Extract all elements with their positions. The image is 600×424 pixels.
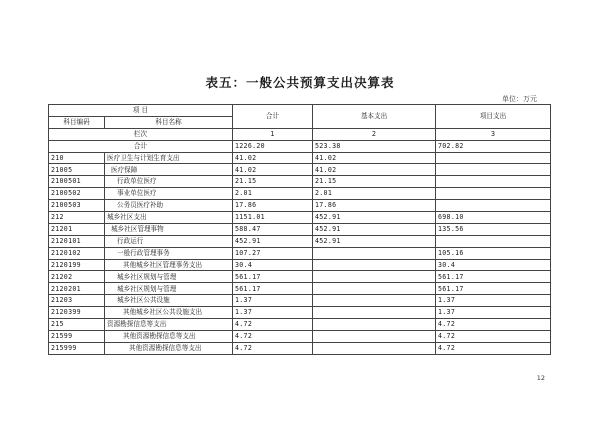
header-row-1: [49, 105, 551, 117]
sum-label: 合计: [49, 140, 233, 152]
header-total: 合计: [233, 105, 313, 129]
table-row: [49, 271, 551, 283]
row-total: 107.27: [233, 247, 313, 259]
row-name: 城乡社区规划与管理: [105, 271, 233, 283]
header-name: 科目名称: [105, 116, 233, 128]
row-name: 城乡社区支出: [105, 212, 233, 224]
row-basic: [313, 307, 436, 319]
table-row: [49, 319, 551, 331]
sum-row: [49, 140, 551, 152]
row-code: 21599: [49, 330, 105, 342]
row-total: 30.4: [233, 259, 313, 271]
row-project: 4.72: [436, 319, 551, 331]
row-name: 事业单位医疗: [105, 188, 233, 200]
row-project: 1.37: [436, 295, 551, 307]
table-row: [49, 188, 551, 200]
row-project: [436, 200, 551, 212]
row-name: 行政运行: [105, 235, 233, 247]
row-total: 1151.01: [233, 212, 313, 224]
row-total: 561.17: [233, 271, 313, 283]
header-basic: 基本支出: [313, 105, 436, 129]
row-code: 2100503: [49, 200, 105, 212]
row-code: 2120399: [49, 307, 105, 319]
row-project: 30.4: [436, 259, 551, 271]
row-total: 452.91: [233, 235, 313, 247]
page-title: 表五：一般公共预算支出决算表: [205, 75, 395, 90]
row-name: 资源勘探信息等支出: [105, 319, 233, 331]
table-row: [49, 152, 551, 164]
row-basic: [313, 271, 436, 283]
row-project: [436, 188, 551, 200]
table-row: [49, 283, 551, 295]
row-code: 210: [49, 152, 105, 164]
row-basic: [313, 342, 436, 354]
row-code: 212: [49, 212, 105, 224]
header-project-expense: 项目支出: [436, 105, 551, 129]
column-index-2: 2: [313, 128, 436, 140]
row-total: 21.15: [233, 176, 313, 188]
row-project: 698.10: [436, 212, 551, 224]
row-total: 41.02: [233, 152, 313, 164]
row-name: 其他资源勘探信息等支出: [105, 330, 233, 342]
table-row: [49, 164, 551, 176]
table-row: [49, 330, 551, 342]
row-code: 21201: [49, 223, 105, 235]
row-project: 1.37: [436, 307, 551, 319]
row-code: 21202: [49, 271, 105, 283]
table-row: [49, 295, 551, 307]
table-row: [49, 223, 551, 235]
row-total: 588.47: [233, 223, 313, 235]
row-basic: 2.01: [313, 188, 436, 200]
column-index-row: [49, 128, 551, 140]
row-code: 21203: [49, 295, 105, 307]
row-basic: [313, 295, 436, 307]
column-index-label: 栏次: [49, 128, 233, 140]
row-basic: [313, 259, 436, 271]
row-name: 城乡社区规划与管理: [105, 283, 233, 295]
row-code: 2120201: [49, 283, 105, 295]
sum-total: 1226.20: [233, 140, 313, 152]
row-project: 4.72: [436, 342, 551, 354]
table-row: [49, 259, 551, 271]
row-basic: 452.91: [313, 235, 436, 247]
row-project: 105.16: [436, 247, 551, 259]
row-basic: 41.02: [313, 152, 436, 164]
row-total: 4.72: [233, 319, 313, 331]
row-project: 4.72: [436, 330, 551, 342]
row-name: 医疗保障: [105, 164, 233, 176]
table-row: [49, 176, 551, 188]
row-name: 其他城乡社区公共设施支出: [105, 307, 233, 319]
row-name: 医疗卫生与计划生育支出: [105, 152, 233, 164]
row-code: 2120102: [49, 247, 105, 259]
row-name: 城乡社区公共设施: [105, 295, 233, 307]
unit-label: 单位：万元: [502, 95, 537, 103]
row-project: 561.17: [436, 283, 551, 295]
table-row: [49, 235, 551, 247]
row-basic: 452.91: [313, 223, 436, 235]
sum-basic: 523.38: [313, 140, 436, 152]
row-total: 41.02: [233, 164, 313, 176]
row-code: 21005: [49, 164, 105, 176]
row-name: 行政单位医疗: [105, 176, 233, 188]
row-code: 2120199: [49, 259, 105, 271]
row-total: 4.72: [233, 342, 313, 354]
row-project: 135.56: [436, 223, 551, 235]
row-code: 215999: [49, 342, 105, 354]
row-code: 215: [49, 319, 105, 331]
row-total: 1.37: [233, 307, 313, 319]
column-index-1: 1: [233, 128, 313, 140]
row-basic: [313, 283, 436, 295]
row-name: 其他资源勘探信息等支出: [105, 342, 233, 354]
row-basic: 17.86: [313, 200, 436, 212]
row-project: 561.17: [436, 271, 551, 283]
column-index-3: 3: [436, 128, 551, 140]
row-project: [436, 164, 551, 176]
table-row: [49, 212, 551, 224]
page-number: 12: [536, 374, 545, 382]
table-row: [49, 200, 551, 212]
row-name: 城乡社区管理事物: [105, 223, 233, 235]
row-basic: 41.02: [313, 164, 436, 176]
row-project: [436, 235, 551, 247]
row-name: 其他城乡社区管理事务支出: [105, 259, 233, 271]
sum-project: 702.82: [436, 140, 551, 152]
row-name: 公务员医疗补助: [105, 200, 233, 212]
row-code: 2100502: [49, 188, 105, 200]
row-basic: [313, 247, 436, 259]
row-total: 1.37: [233, 295, 313, 307]
row-basic: 452.91: [313, 212, 436, 224]
row-basic: 21.15: [313, 176, 436, 188]
header-code: 科目编码: [49, 116, 105, 128]
row-project: [436, 176, 551, 188]
row-basic: [313, 330, 436, 342]
budget-table: [48, 104, 551, 355]
row-basic: [313, 319, 436, 331]
row-total: 4.72: [233, 330, 313, 342]
table-body: [49, 105, 551, 355]
row-name: 一般行政管理事务: [105, 247, 233, 259]
header-project: 项 目: [49, 105, 233, 117]
row-total: 17.86: [233, 200, 313, 212]
table-row: [49, 342, 551, 354]
row-total: 2.01: [233, 188, 313, 200]
table-row: [49, 307, 551, 319]
row-code: 2120101: [49, 235, 105, 247]
table-row: [49, 247, 551, 259]
row-project: [436, 152, 551, 164]
row-total: 561.17: [233, 283, 313, 295]
row-code: 2100501: [49, 176, 105, 188]
